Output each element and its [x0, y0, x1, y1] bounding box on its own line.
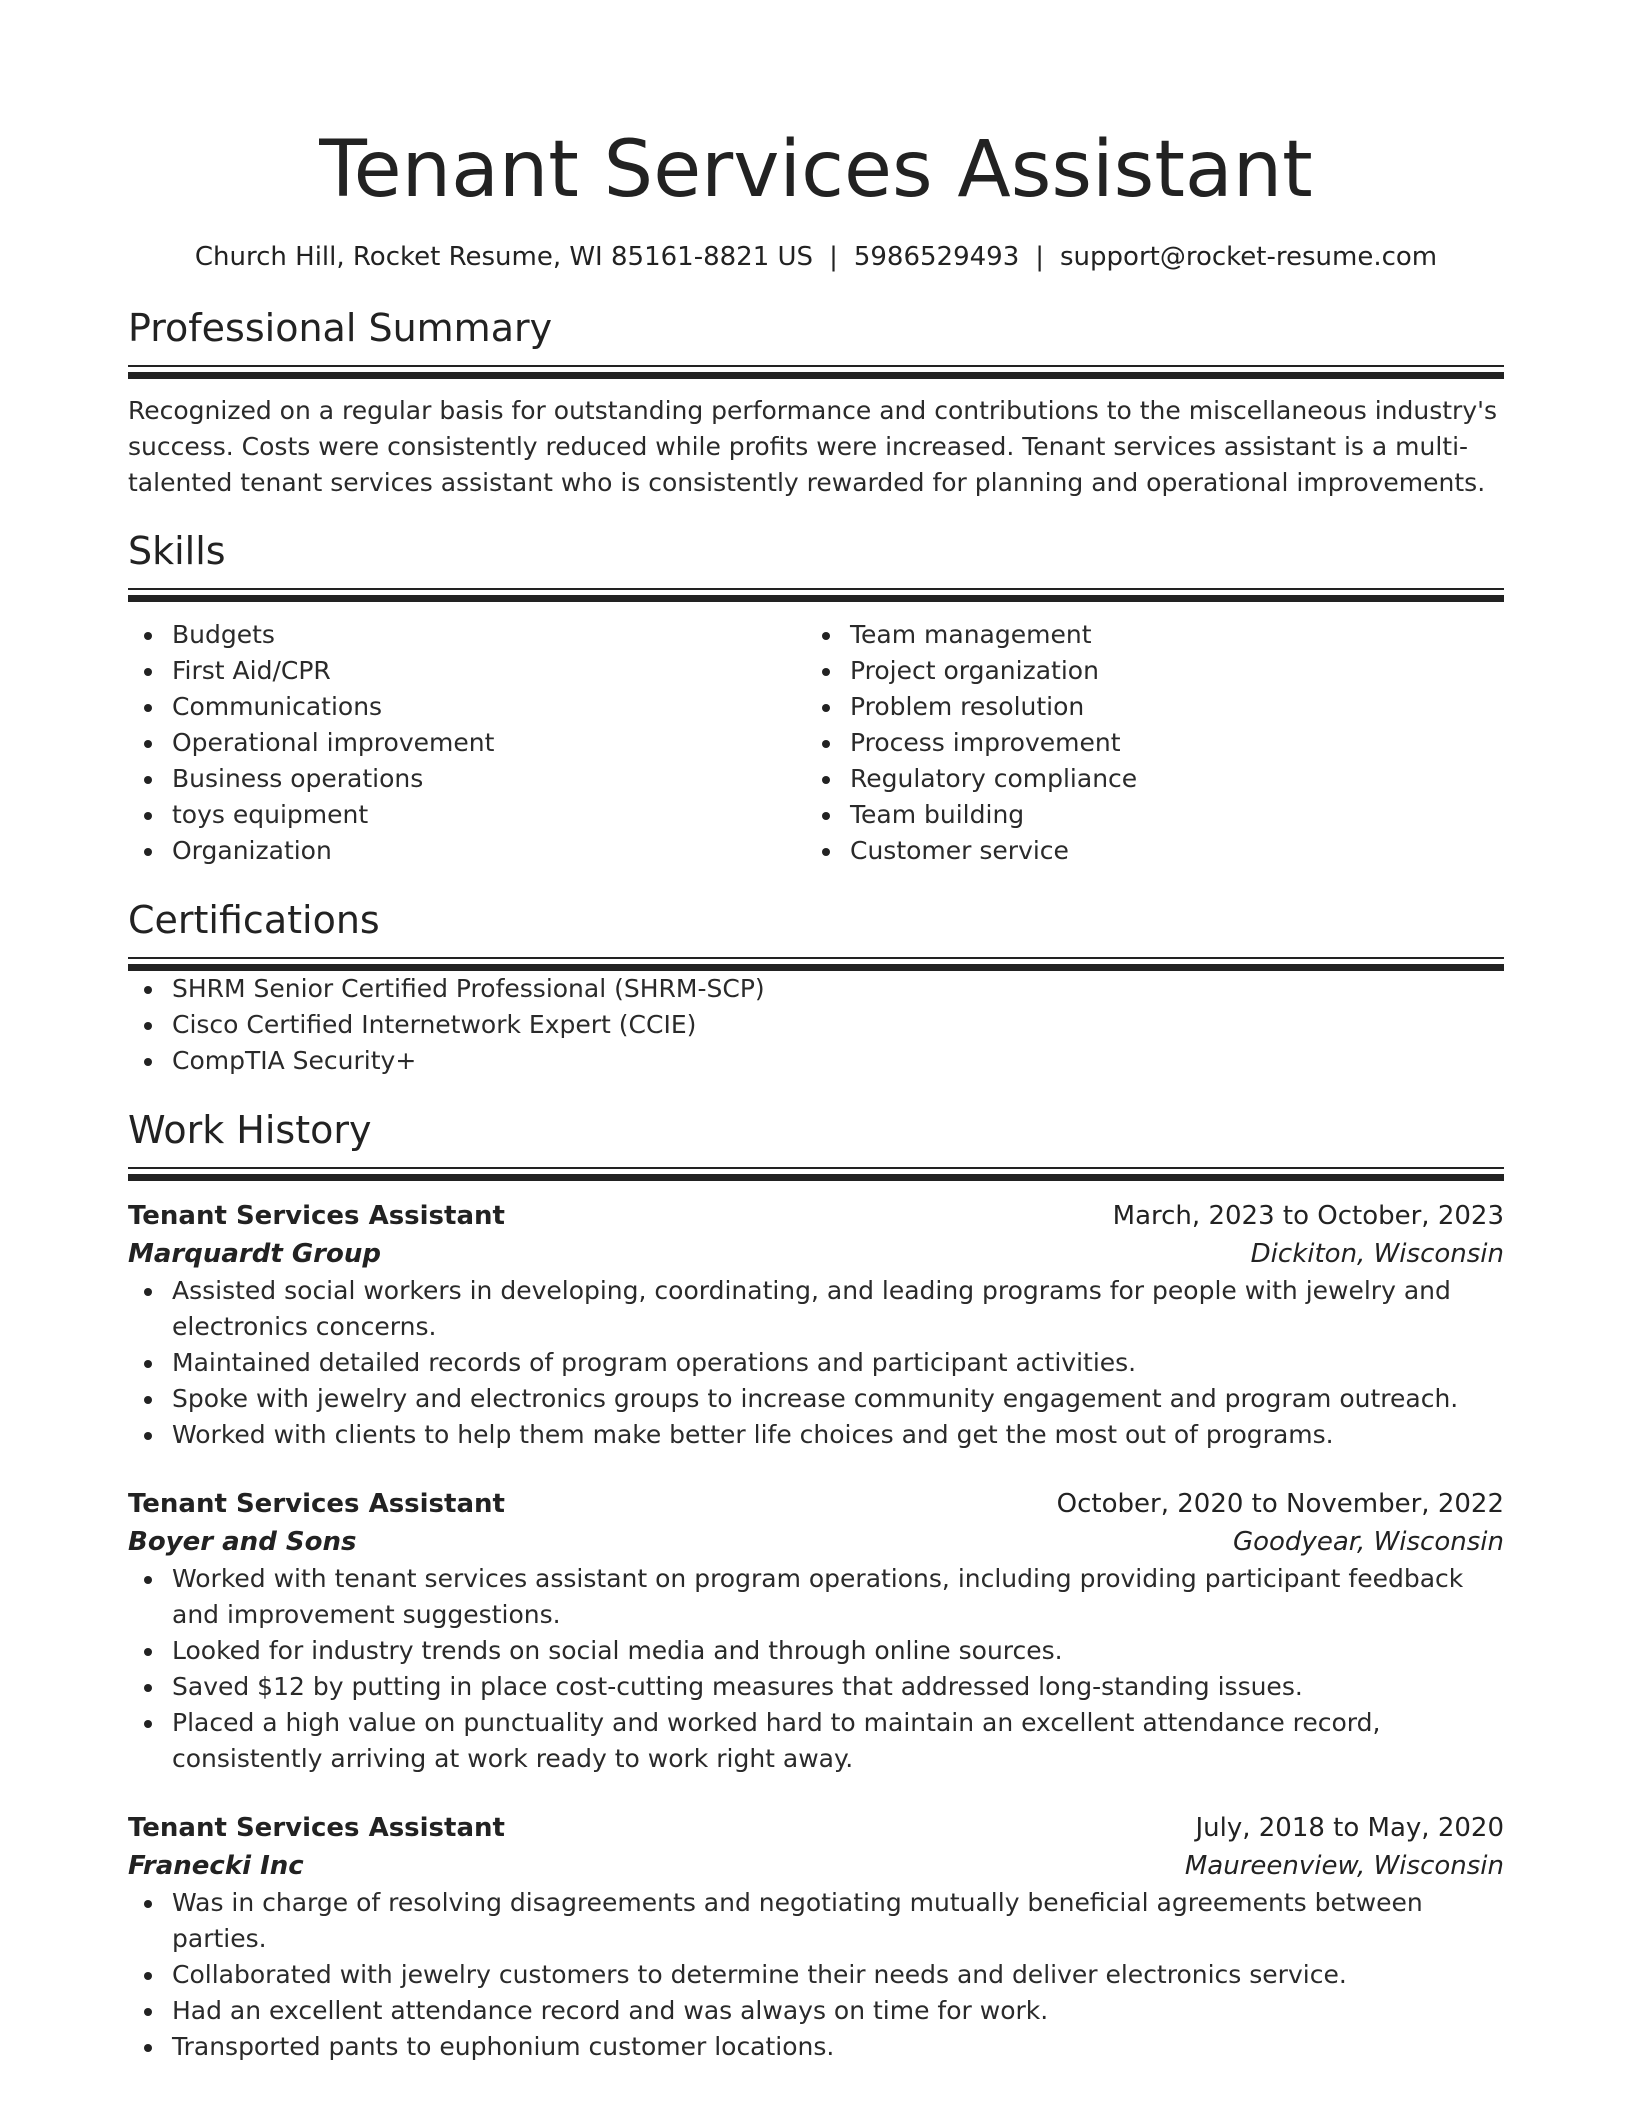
skill-item: Communications	[128, 689, 806, 725]
certifications-list	[128, 971, 1504, 1079]
job-company: Marquardt Group	[128, 1239, 381, 1269]
job-bullet: Assisted social workers in developing, coordinating, and leading programs for people with jewelry and electronics concerns.	[128, 1273, 1504, 1345]
skill-item: Project organization	[806, 653, 1484, 689]
job-title: Tenant Services Assistant	[128, 1489, 505, 1519]
contact-separator: |	[1035, 242, 1045, 272]
job-bullet: Spoke with jewelry and electronics groups to increase community engagement and program outreach.	[128, 1381, 1504, 1417]
section-divider	[128, 957, 1504, 971]
skill-item: Team building	[806, 797, 1484, 833]
contact-address: Church Hill, Rocket Resume, WI 85161-8821 US	[194, 242, 814, 272]
skill-item: Business operations	[128, 761, 806, 797]
job-bullets	[128, 1885, 1504, 2065]
skill-item: Budgets	[128, 617, 806, 653]
skill-item: Customer service	[806, 833, 1484, 869]
certification-item: SHRM Senior Certified Professional (SHRM-SCP)	[128, 971, 1504, 1007]
job-company: Franecki Inc	[128, 1851, 304, 1881]
job-bullets	[128, 1273, 1504, 1453]
summary-section	[128, 304, 1504, 501]
job-bullet: Transported pants to euphonium customer locations.	[128, 2029, 1504, 2065]
contact-line	[128, 240, 1504, 274]
job-dates: July, 2018 to May, 2020	[1195, 1813, 1504, 1843]
certification-item: Cisco Certified Internetwork Expert (CCIE)	[128, 1007, 1504, 1043]
skills-right-column	[806, 617, 1484, 869]
job-bullet: Was in charge of resolving disagreements and negotiating mutually beneficial agreements between parties.	[128, 1885, 1504, 1957]
work-history-heading: Work History	[128, 1108, 372, 1152]
resume-page	[128, 0, 1504, 2097]
skill-item: Organization	[128, 833, 806, 869]
job-location: Goodyear, Wisconsin	[1232, 1527, 1504, 1557]
certification-item: CompTIA Security+	[128, 1043, 1504, 1079]
job-bullet: Collaborated with jewelry customers to determine their needs and deliver electronics service.	[128, 1957, 1504, 1993]
contact-separator: |	[829, 242, 838, 272]
job-bullet: Worked with clients to help them make better life choices and get the most out of programs.	[128, 1417, 1504, 1453]
work-history-section	[128, 1106, 1504, 2065]
job-dates: October, 2020 to November, 2022	[1056, 1489, 1504, 1519]
skill-item: Team management	[806, 617, 1484, 653]
section-divider	[128, 365, 1504, 379]
skill-item: First Aid/CPR	[128, 653, 806, 689]
skills-section	[128, 527, 1504, 869]
job-bullet: Placed a high value on punctuality and worked hard to maintain an excellent attendance record, consistently arriving at work ready to work right away.	[128, 1705, 1504, 1777]
skills-heading: Skills	[128, 529, 226, 573]
skills-left-column	[128, 617, 806, 869]
job-bullet: Saved $12 by putting in place cost-cutting measures that addressed long-standing issues.	[128, 1669, 1504, 1705]
summary-heading: Professional Summary	[128, 306, 553, 350]
job-company: Boyer and Sons	[128, 1527, 357, 1557]
resume-name: Tenant Services Assistant	[319, 125, 1313, 215]
section-divider	[128, 588, 1504, 602]
job-entry	[128, 1485, 1504, 1777]
job-location: Maureenview, Wisconsin	[1184, 1851, 1504, 1881]
section-divider	[128, 1167, 1504, 1181]
job-bullets	[128, 1561, 1504, 1777]
certifications-heading: Certifications	[128, 898, 380, 942]
job-bullet: Maintained detailed records of program operations and participant activities.	[128, 1345, 1504, 1381]
skill-item: Process improvement	[806, 725, 1484, 761]
skill-item: Operational improvement	[128, 725, 806, 761]
skill-item: toys equipment	[128, 797, 806, 833]
job-title: Tenant Services Assistant	[128, 1813, 505, 1843]
certifications-section	[128, 896, 1504, 1079]
skills-columns	[128, 617, 1504, 869]
job-location: Dickiton, Wisconsin	[1250, 1239, 1504, 1269]
contact-phone: 5986529493	[853, 242, 1020, 272]
summary-text: Recognized on a regular basis for outstanding performance and contributions to the miscellaneous industry's success. Costs were consistently reduced while profits were increased. Tenant services assistant is a multi-talented tenant services assistant who is consistently rewarded for planning and operational improvements.	[128, 396, 1498, 497]
contact-email[interactable]: support@rocket-resume.com	[1060, 242, 1438, 272]
job-entry	[128, 1809, 1504, 2065]
skill-item: Problem resolution	[806, 689, 1484, 725]
job-title: Tenant Services Assistant	[128, 1201, 505, 1231]
skill-item: Regulatory compliance	[806, 761, 1484, 797]
job-dates: March, 2023 to October, 2023	[1112, 1201, 1504, 1231]
job-bullet: Looked for industry trends on social media and through online sources.	[128, 1633, 1504, 1669]
job-entry	[128, 1197, 1504, 1453]
job-bullet: Worked with tenant services assistant on program operations, including providing participant feedback and improvement suggestions.	[128, 1561, 1504, 1633]
job-bullet: Had an excellent attendance record and was always on time for work.	[128, 1993, 1504, 2029]
